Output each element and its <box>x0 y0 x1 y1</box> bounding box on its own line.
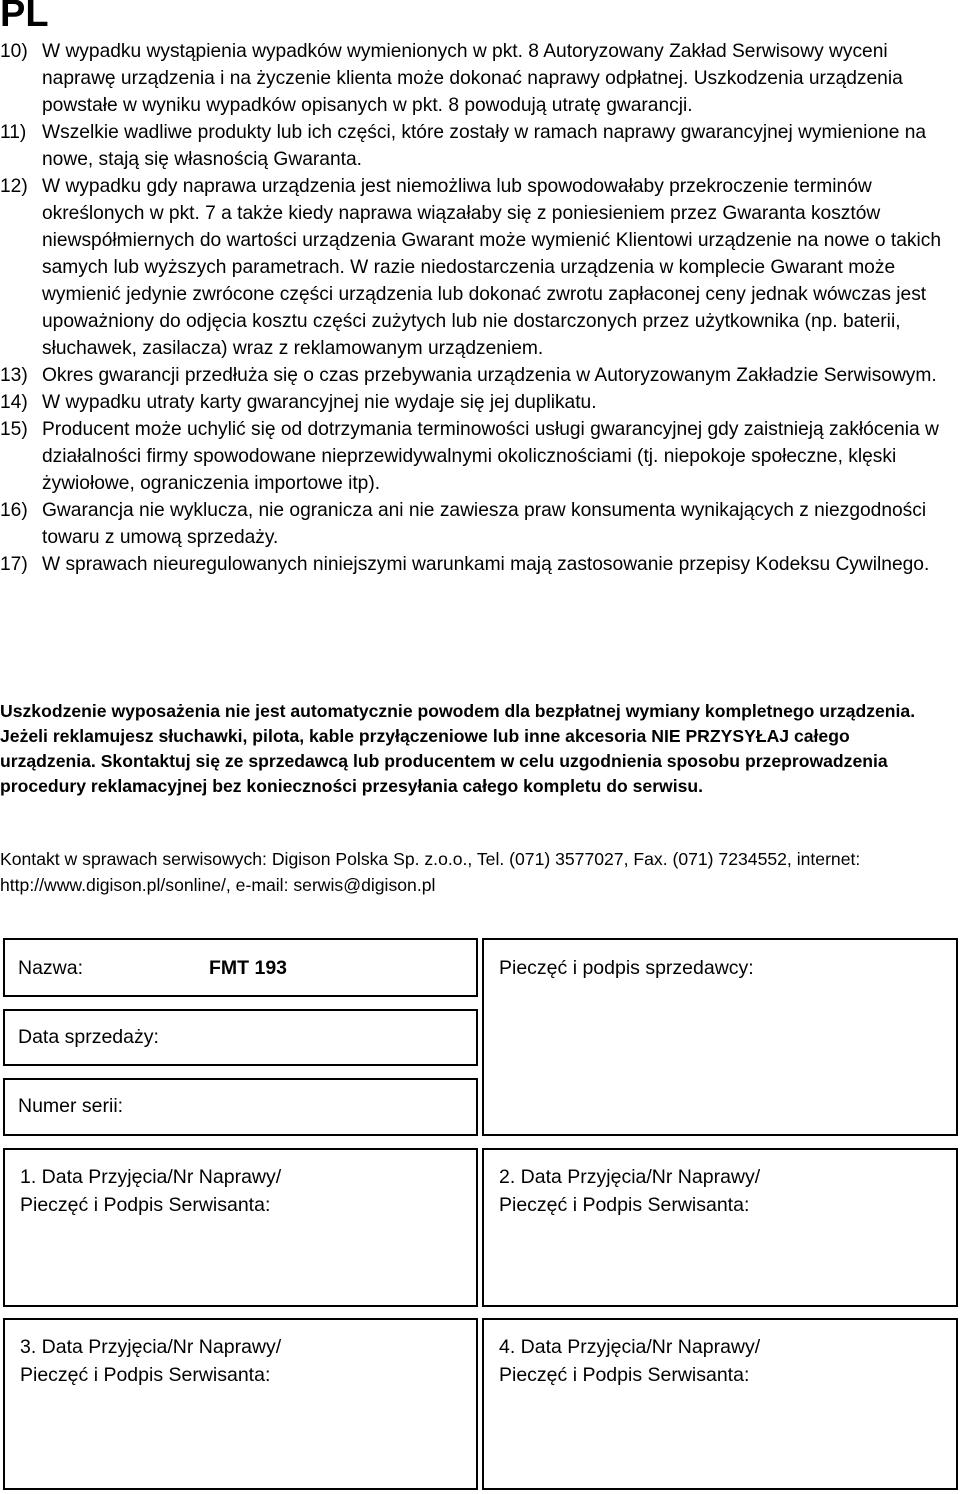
sale-date-box[interactable] <box>3 1009 478 1066</box>
rule-10 <box>0 38 960 119</box>
rule-text: Gwarancja nie wyklucza, nie ogranicza ani nie zawiesza praw konsumenta wynikających z niezgodności towaru z umową sprzedaży. <box>42 500 927 548</box>
warranty-rules-list <box>0 38 960 578</box>
repair-1-line2: Pieczęć i Podpis Serwisanta: <box>20 1194 271 1216</box>
rule-text: Producent może uchylić się od dotrzymania terminowości usługi gwarancyjnej gdy zaistnieją zakłócenia w działalności firmy spowodowane nieprzewidywalnymi okolicznościami (tj. niepokoje społeczne, klęski żywiołowe, ograniczenia importowe itp). <box>42 419 939 494</box>
name-value: FMT 193 <box>209 957 288 979</box>
repair-4-line1: 4. Data Przyjęcia/Nr Naprawy/ <box>499 1336 761 1358</box>
language-code: PL <box>0 0 49 35</box>
rule-number: 15) <box>0 419 28 440</box>
repair-4-line2: Pieczęć i Podpis Serwisanta: <box>499 1364 750 1386</box>
rule-number: 11) <box>0 122 27 143</box>
repair-3-line2: Pieczęć i Podpis Serwisanta: <box>20 1364 271 1386</box>
sale-date-label: Data sprzedaży: <box>18 1026 159 1048</box>
rule-number: 14) <box>0 392 28 413</box>
rule-text: W wypadku gdy naprawa urządzenia jest niemożliwa lub spowodowałaby przekroczenie terminów określonych w pkt. 7 a także kiedy naprawa wiązałaby się z poniesieniem przez Gwaranta kosztów niewspółmiernych do wartości urządzenia Gwarant może wymienić Klientowi urządzenie na nowe o takich samych lub wyższych parametrach. W razie niedostarczenia urządzenia w komplecie Gwarant może wymienić jedynie zwrócone części urządzenia lub dokonać zwrotu zapłaconej ceny jednak wówczas jest upoważniony do odjęcia kosztu części zużytych lub nie dostarczonych przez użytkownika (np. baterii, słuchawek, zasilacza) wraz z reklamowanym urządzeniem. <box>42 176 942 359</box>
repair-box-1[interactable] <box>3 1148 478 1307</box>
rule-number: 13) <box>0 365 28 386</box>
rule-text: Wszelkie wadliwe produkty lub ich części, które zostały w ramach naprawy gwarancyjnej wymienione na nowe, stają się własnością Gwaranta. <box>42 122 927 170</box>
repair-box-3[interactable] <box>3 1318 478 1490</box>
name-field-box[interactable] <box>3 938 478 997</box>
rule-16 <box>0 497 960 551</box>
seller-stamp-label: Pieczęć i podpis sprzedawcy: <box>499 957 754 979</box>
rule-13 <box>0 362 960 389</box>
serial-number-label: Numer serii: <box>18 1095 124 1117</box>
rule-12 <box>0 173 960 362</box>
rule-text: Okres gwarancji przedłuża się o czas przebywania urządzenia w Autoryzowanym Zakładzie Serwisowym. <box>42 365 937 386</box>
repair-2-line1: 2. Data Przyjęcia/Nr Naprawy/ <box>499 1166 761 1188</box>
seller-stamp-box[interactable] <box>482 938 958 1136</box>
rule-15 <box>0 416 960 497</box>
rule-text: W wypadku wystąpienia wypadków wymienionych w pkt. 8 Autoryzowany Zakład Serwisowy wyceni naprawę urządzenia i na życzenie klienta może dokonać naprawy odpłatnej. Uszkodzenia urządzenia powstałe w wyniku wypadków opisanych w pkt. 8 powodują utratę gwarancji. <box>42 41 903 116</box>
name-label: Nazwa: <box>18 957 84 979</box>
accessory-notice: Uszkodzenie wyposażenia nie jest automatycznie powodem dla bezpłatnej wymiany kompletnego urządzenia. Jeżeli reklamujesz słuchawki, pilota, kable przyłączeniowe lub inne akcesoria NIE PRZYSYŁAJ całego urządzenia. Skontaktuj się ze sprzedawcą lub producentem w celu uzgodnienia sposobu przeprowadzenia procedury reklamacyjnej bez konieczności przesyłania całego kompletu do serwisu. <box>0 701 916 796</box>
rule-17 <box>0 551 960 578</box>
service-contact: Kontakt w sprawach serwisowych: Digison Polska Sp. z.o.o., Tel. (071) 3577027, Fax. (071) 7234552, internet: http://www.digison.pl/sonline/, e-mail: serwis@digison.pl <box>0 849 861 895</box>
repair-3-line1: 3. Data Przyjęcia/Nr Naprawy/ <box>20 1336 282 1358</box>
rule-number: 16) <box>0 500 28 521</box>
rule-number: 10) <box>0 41 28 62</box>
rule-14 <box>0 389 960 416</box>
rule-text: W wypadku utraty karty gwarancyjnej nie wydaje się jej duplikatu. <box>42 392 597 413</box>
serial-number-box[interactable] <box>3 1078 478 1136</box>
rule-11 <box>0 119 960 173</box>
rule-number: 17) <box>0 554 28 575</box>
repair-box-4[interactable] <box>482 1318 958 1490</box>
repair-2-line2: Pieczęć i Podpis Serwisanta: <box>499 1194 750 1216</box>
repair-box-2[interactable] <box>482 1148 958 1307</box>
rule-number: 12) <box>0 176 28 197</box>
repair-1-line1: 1. Data Przyjęcia/Nr Naprawy/ <box>20 1166 282 1188</box>
rule-text: W sprawach nieuregulowanych niniejszymi warunkami mają zastosowanie przepisy Kodeksu Cywilnego. <box>42 554 930 575</box>
